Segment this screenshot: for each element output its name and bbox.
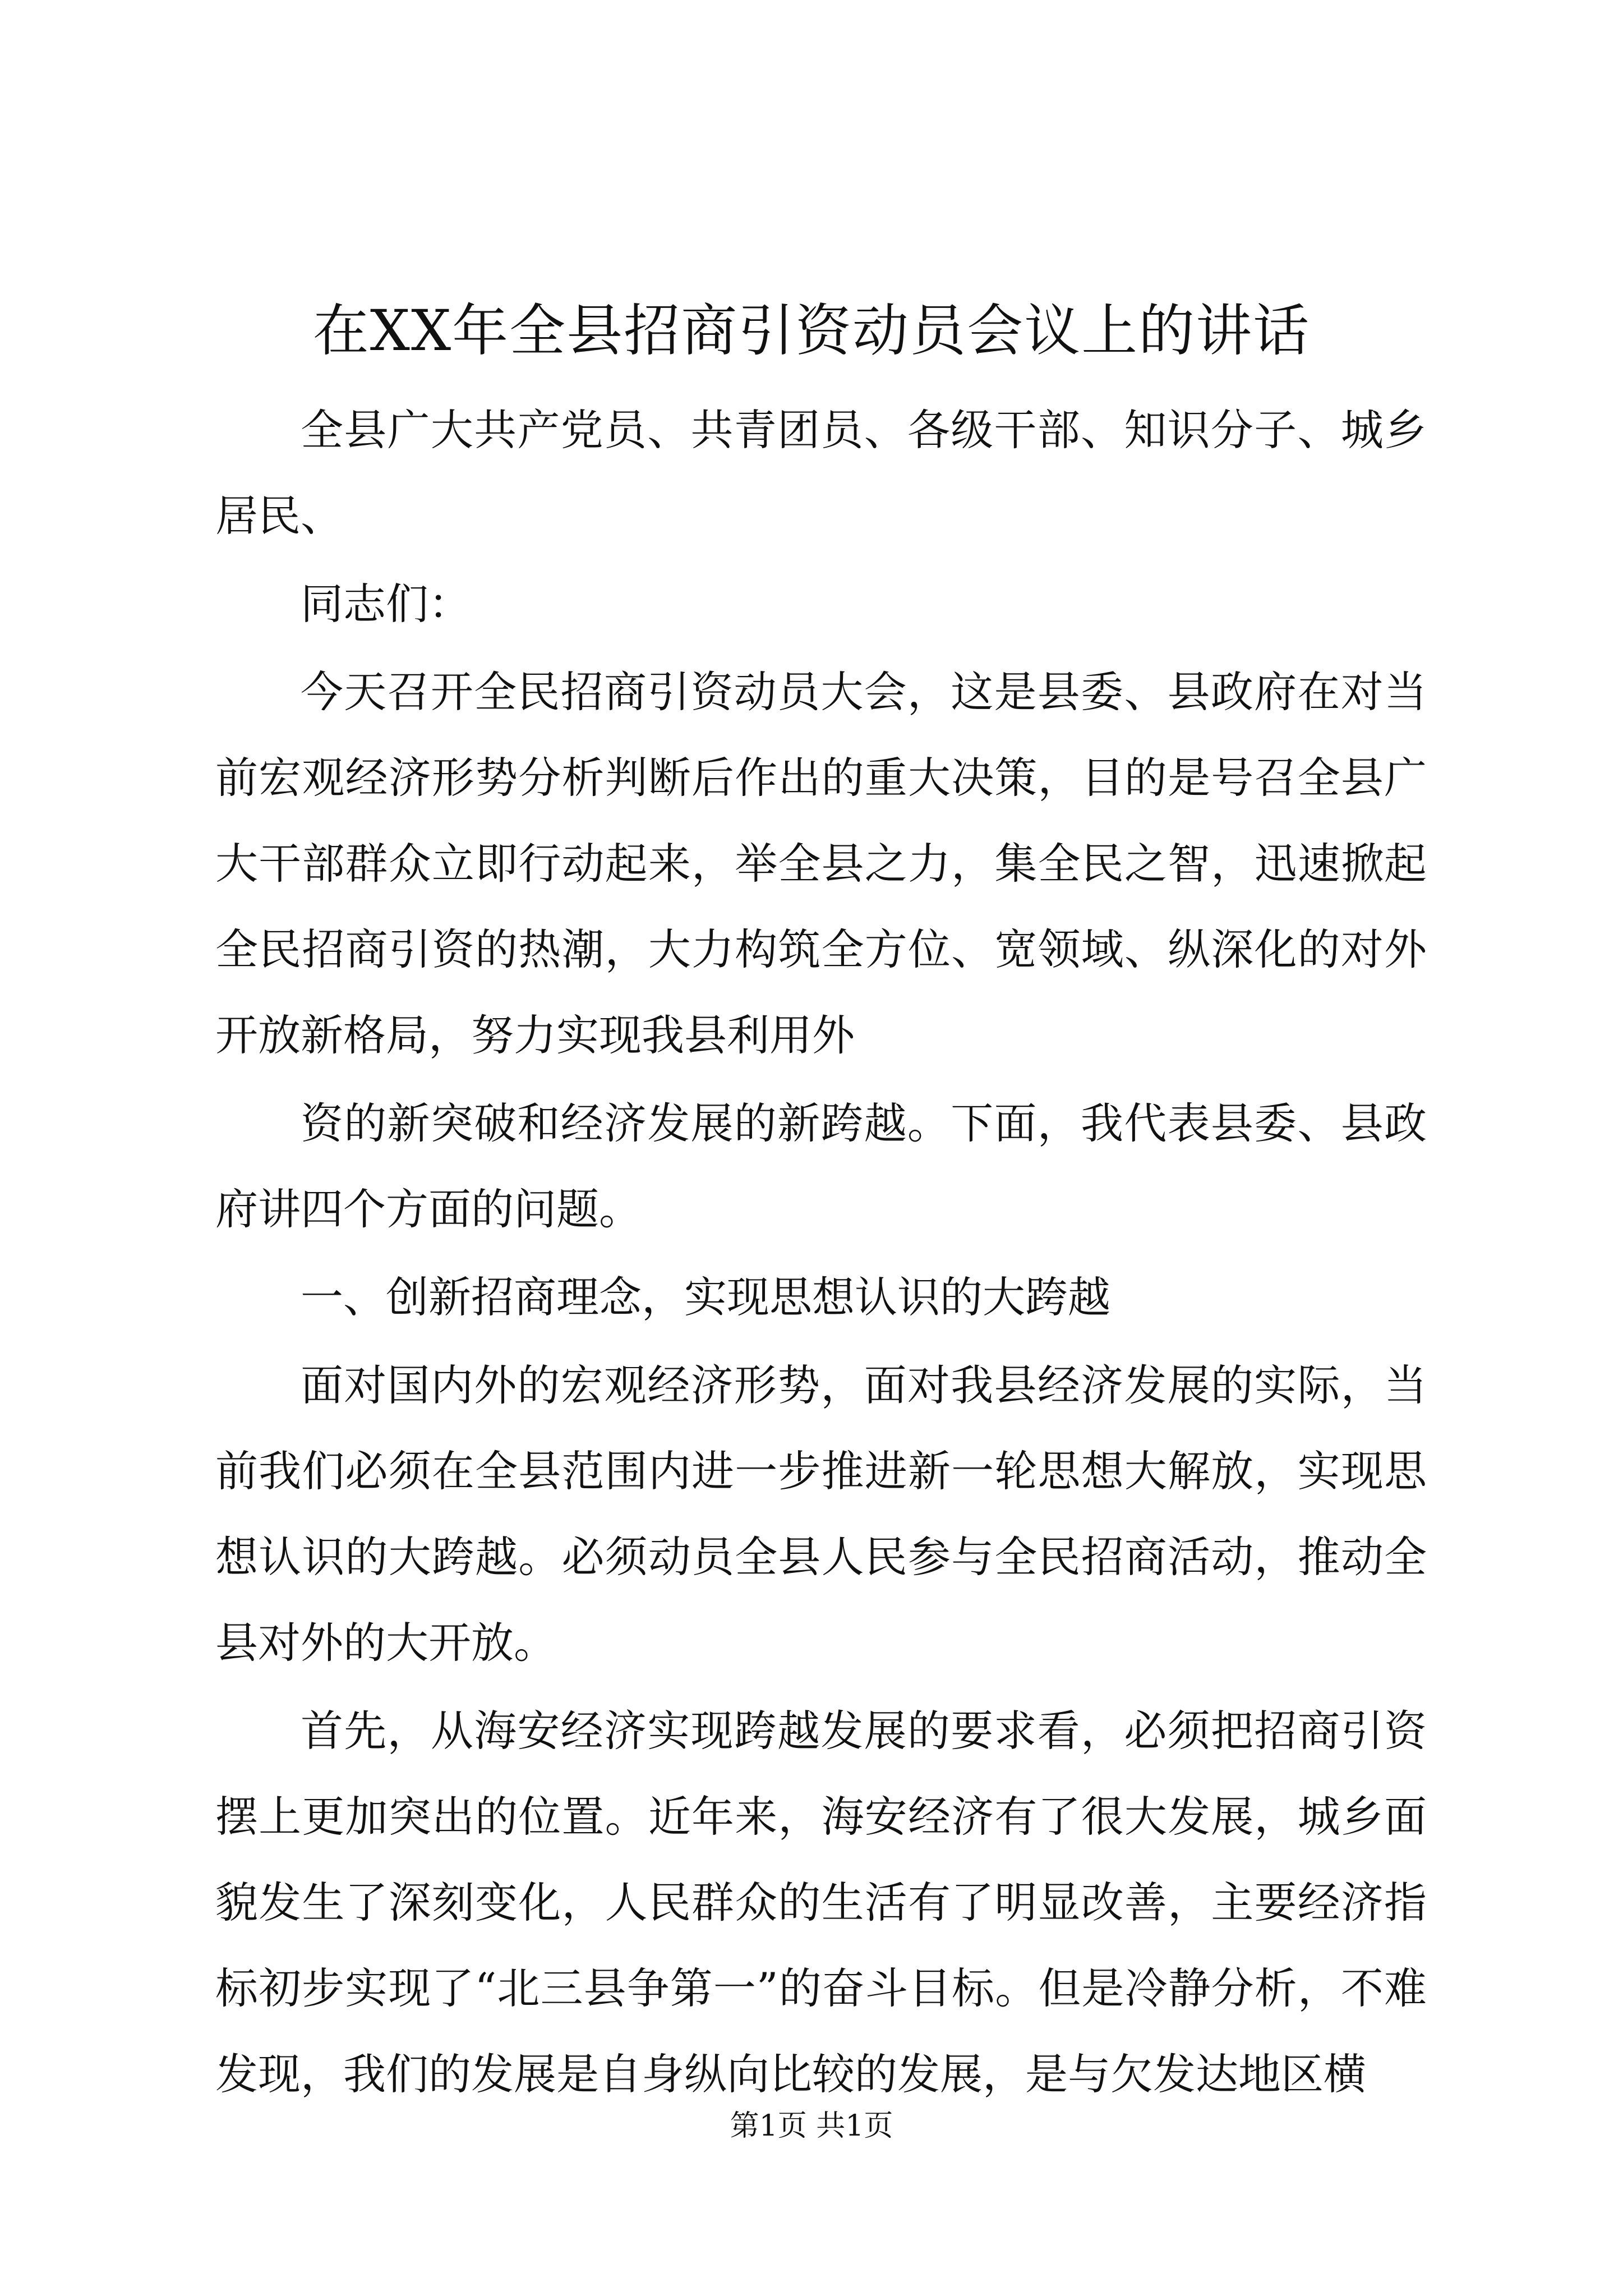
paragraph-intro-continued: 资的新突破和经济发展的新跨越。下面，我代表县委、县政府讲四个方面的问题。 xyxy=(215,1098,1427,1234)
document-title: 在XX年全县招商引资动员会议上的讲话 xyxy=(312,298,1311,364)
paragraph-salutation-comrades: 同志们： xyxy=(301,579,471,629)
document-body xyxy=(215,387,1427,2119)
page-footer: 第1页 共1页 xyxy=(730,2109,893,2143)
section-heading-one: 一、创新招商理念，实现思想认识的大跨越 xyxy=(301,1272,1110,1322)
paragraph-section-one: 面对国内外的宏观经济形势，面对我县经济发展的实际，当前我们必须在全县范围内进一步推进新一轮思想大解放，实现思想认识的大跨越。必须动员全县人民参与全民招商活动，推动全县对外的大开放。 xyxy=(215,1360,1427,1668)
paragraph-first-point: 首先，从海安经济实现跨越发展的要求看，必须把招商引资摆上更加突出的位置。近年来，海安经济有了很大发展，城乡面貌发生了深刻变化，人民群众的生活有了明显改善，主要经济指标初步实现了“北三县争第一”的奋斗目标。但是冷静分析，不难发现，我们的发展是自身纵向比较的发展，是与欠发达地区横 xyxy=(215,1706,1427,2099)
paragraph-intro: 今天召开全民招商引资动员大会，这是县委、县政府在对当前宏观经济形势分析判断后作出的重大决策，目的是号召全县广大干部群众立即行动起来，举全县之力，集全民之智，迅速掀起全民招商引资的热潮，大力构筑全方位、宽领域、纵深化的对外开放新格局，努力实现我县利用外 xyxy=(215,667,1427,1060)
paragraph-salutation-audience: 全县广大共产党员、共青团员、各级干部、知识分子、城乡居民、 xyxy=(215,405,1427,541)
